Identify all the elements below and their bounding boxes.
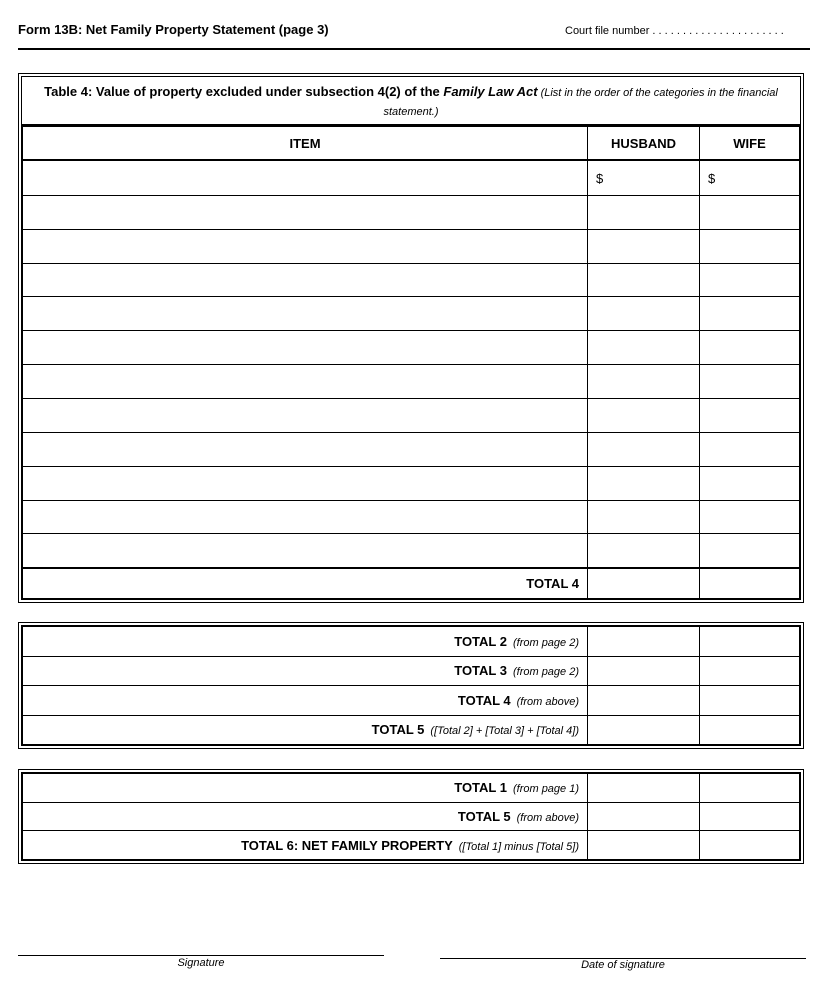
table-4-body (23, 160, 800, 598)
table-row (23, 263, 800, 297)
item-cell[interactable] (23, 229, 588, 263)
net-total-1-wife-cell[interactable] (700, 774, 800, 803)
total-4-wife-cell[interactable] (700, 568, 800, 599)
table-row (23, 365, 800, 399)
husband-cell[interactable] (588, 297, 700, 331)
net-total-5-wife-cell[interactable] (700, 802, 800, 831)
totals-grid (22, 626, 800, 745)
table-row (23, 500, 800, 534)
husband-cell[interactable] (588, 466, 700, 500)
wife-cell[interactable] (700, 331, 800, 365)
total-2-husband-cell[interactable] (588, 627, 700, 657)
item-cell[interactable] (23, 500, 588, 534)
table-4-header-row (23, 127, 800, 161)
net-total-5-husband-cell[interactable] (588, 802, 700, 831)
table-4-inner (21, 76, 801, 600)
column-header-wife: WIFE (700, 127, 800, 161)
wife-cell[interactable] (700, 534, 800, 568)
totals-box (18, 622, 804, 749)
husband-cell[interactable] (588, 229, 700, 263)
total-2-label: TOTAL 2 (454, 633, 507, 649)
total-5-label: TOTAL 5 (371, 722, 425, 738)
table-row (23, 398, 800, 432)
total-5-husband-cell[interactable] (588, 715, 700, 745)
table-4-title: Table 4: Value of property excluded under subsection 4(2) of the (44, 84, 444, 99)
table-row (23, 432, 800, 466)
signature-label: Signature (177, 957, 225, 969)
table-4-grid-wrap (22, 126, 800, 599)
husband-cell[interactable] (588, 534, 700, 568)
net-total-1-husband-cell[interactable] (588, 774, 700, 803)
total-4-summary-note: (from above) (516, 695, 579, 708)
husband-cell[interactable] (588, 331, 700, 365)
total-4-summary-husband-cell[interactable] (588, 686, 700, 716)
table-row (23, 229, 800, 263)
total-4-label: TOTAL 4 (23, 568, 588, 599)
item-cell[interactable] (23, 160, 588, 195)
wife-cell[interactable] (700, 195, 800, 229)
net-family-property-box (18, 769, 804, 864)
header-rule (18, 48, 810, 50)
total-3-note: (from page 2) (512, 666, 579, 679)
wife-cell[interactable] (700, 500, 800, 534)
net-total-5-label: TOTAL 5 (457, 808, 511, 824)
item-cell[interactable] (23, 195, 588, 229)
table-4-caption (22, 77, 800, 126)
total-4-summary-label: TOTAL 4 (457, 692, 511, 708)
item-cell[interactable] (23, 263, 588, 297)
currency-symbol: $ (708, 171, 716, 187)
table-4-box (18, 73, 804, 603)
table-row (23, 534, 800, 568)
form-header (18, 22, 808, 42)
currency-symbol: $ (596, 171, 604, 187)
husband-cell[interactable] (588, 432, 700, 466)
total-4-summary-wife-cell[interactable] (700, 686, 800, 716)
husband-cell[interactable] (588, 263, 700, 297)
item-cell[interactable] (23, 365, 588, 399)
net-total-1-label-cell (23, 774, 588, 803)
wife-cell[interactable] (700, 365, 800, 399)
table-row (23, 195, 800, 229)
net-family-property-grid (22, 773, 800, 860)
item-cell[interactable] (23, 297, 588, 331)
total-2-row (23, 627, 800, 657)
husband-cell[interactable] (588, 500, 700, 534)
item-cell[interactable] (23, 331, 588, 365)
husband-cell[interactable] (588, 195, 700, 229)
wife-cell[interactable] (700, 263, 800, 297)
table-row (23, 160, 800, 195)
total-6-note: ([Total 1] minus [Total 5]) (458, 840, 579, 853)
wife-cell[interactable] (700, 466, 800, 500)
net-family-property-inner (21, 772, 801, 861)
column-header-item: ITEM (23, 127, 588, 161)
total-4-husband-cell[interactable] (588, 568, 700, 599)
net-total-5-note: (from above) (516, 811, 579, 824)
net-total-5-label-cell (23, 802, 588, 831)
wife-cell[interactable] (700, 229, 800, 263)
total-4-summary-label-cell (23, 686, 588, 716)
total-3-wife-cell[interactable] (700, 656, 800, 686)
net-total-1-row (23, 774, 800, 803)
wife-cell[interactable] (700, 432, 800, 466)
total-4-summary-row (23, 686, 800, 716)
total-2-note: (from page 2) (512, 636, 579, 649)
table-4-note: (List in the order of the categories in the financial statement.) (383, 87, 778, 118)
total-6-husband-cell[interactable] (588, 831, 700, 860)
total-6-label: TOTAL 6: NET FAMILY PROPERTY (241, 837, 453, 853)
total-5-row (23, 715, 800, 745)
totals-inner (21, 625, 801, 746)
net-total-5-row (23, 802, 800, 831)
total-5-label-cell (23, 715, 588, 745)
total-6-row (23, 831, 800, 860)
net-total-1-note: (from page 1) (512, 783, 579, 796)
husband-cell[interactable] (588, 398, 700, 432)
item-cell[interactable] (23, 398, 588, 432)
table-row (23, 297, 800, 331)
table-row (23, 331, 800, 365)
total-2-wife-cell[interactable] (700, 627, 800, 657)
item-cell[interactable] (23, 466, 588, 500)
total-6-wife-cell[interactable] (700, 831, 800, 860)
total-5-note: ([Total 2] + [Total 3] + [Total 4]) (430, 725, 579, 738)
husband-cell[interactable] (588, 365, 700, 399)
wife-cell[interactable] (700, 297, 800, 331)
item-cell[interactable] (23, 534, 588, 568)
wife-cell[interactable] (700, 398, 800, 432)
table-row (23, 466, 800, 500)
total-3-label: TOTAL 3 (454, 663, 507, 679)
wife-cell[interactable] (700, 160, 800, 195)
date-of-signature-label: Date of signature (581, 959, 665, 971)
table-4-act-name: Family Law Act (443, 84, 538, 99)
signature-line[interactable] (18, 955, 384, 956)
total-3-row (23, 656, 800, 686)
total-3-label-cell (23, 656, 588, 686)
table-4-grid (22, 126, 800, 599)
husband-cell[interactable] (588, 160, 700, 195)
item-cell[interactable] (23, 432, 588, 466)
column-header-husband: HUSBAND (588, 127, 700, 161)
total-3-husband-cell[interactable] (588, 656, 700, 686)
form-title: Form 13B: Net Family Property Statement (page 3) (18, 22, 329, 37)
total-5-wife-cell[interactable] (700, 715, 800, 745)
total-4-row (23, 568, 800, 599)
net-total-1-label: TOTAL 1 (454, 780, 507, 796)
court-file-number-field[interactable]: Court file number . . . . . . . . . . . . . . . . . . . . . . (565, 25, 784, 37)
total-6-label-cell (23, 831, 588, 860)
total-2-label-cell (23, 627, 588, 657)
